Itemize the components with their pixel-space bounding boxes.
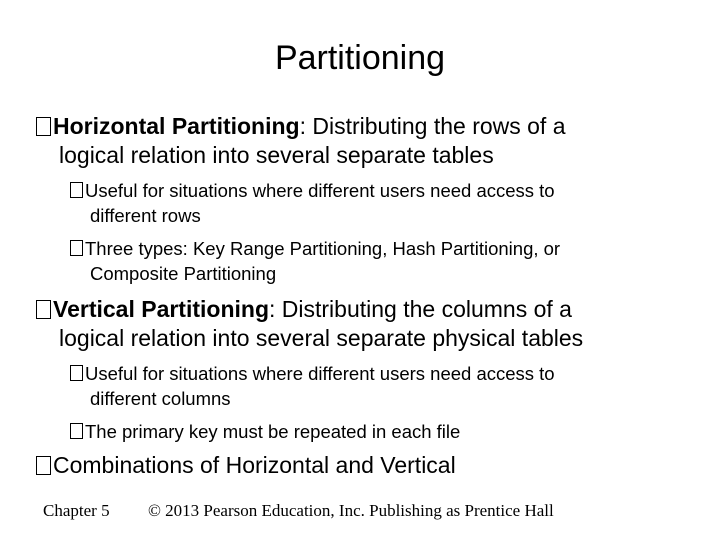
bullet-bold-term: Vertical Partitioning: [53, 296, 269, 322]
bullet-text: Combinations of Horizontal and Vertical: [53, 452, 456, 478]
bullet-box-icon: [70, 423, 83, 439]
bullet-horizontal-partitioning: [36, 112, 696, 170]
bullet-box-icon: [36, 117, 51, 136]
bullet-box-icon: [70, 182, 83, 198]
bullet-box-icon: [36, 300, 51, 319]
bullet-vertical-partitioning: [36, 295, 696, 353]
bullet-bold-term: Horizontal Partitioning: [53, 113, 300, 139]
bullet-text: : Distributing the columns of a: [269, 296, 572, 322]
bullet-combinations: [36, 451, 696, 480]
sub-bullet-text-continued: different rows: [90, 205, 201, 226]
slide-title: Partitioning: [274, 39, 446, 77]
sub-bullet-vertical-2: [70, 419, 700, 444]
bullet-text: : Distributing the rows of a: [299, 113, 566, 139]
sub-bullet-text: Useful for situations where different users need access to: [85, 363, 555, 384]
bullet-text-continued: logical relation into several separate physical tables: [59, 325, 584, 351]
bullet-box-icon: [36, 456, 51, 475]
sub-bullet-text: Three types: Key Range Partitioning, Hash Partitioning, or: [85, 238, 561, 259]
sub-bullet-vertical-1: [70, 361, 700, 411]
sub-bullet-text-continued: different columns: [90, 388, 231, 409]
footer-copyright: © 2013 Pearson Education, Inc. Publishing as Prentice Hall: [148, 501, 554, 520]
bullet-box-icon: [70, 240, 83, 256]
bullet-box-icon: [70, 365, 83, 381]
sub-bullet-text: Useful for situations where different users need access to: [85, 180, 555, 201]
sub-bullet-text: The primary key must be repeated in each file: [85, 421, 461, 442]
sub-bullet-horizontal-1: [70, 178, 700, 228]
bullet-text-continued: logical relation into several separate tables: [59, 142, 494, 168]
sub-bullet-horizontal-2: [70, 236, 700, 286]
footer-chapter: Chapter 5: [43, 501, 110, 520]
sub-bullet-text-continued: Composite Partitioning: [90, 263, 277, 284]
